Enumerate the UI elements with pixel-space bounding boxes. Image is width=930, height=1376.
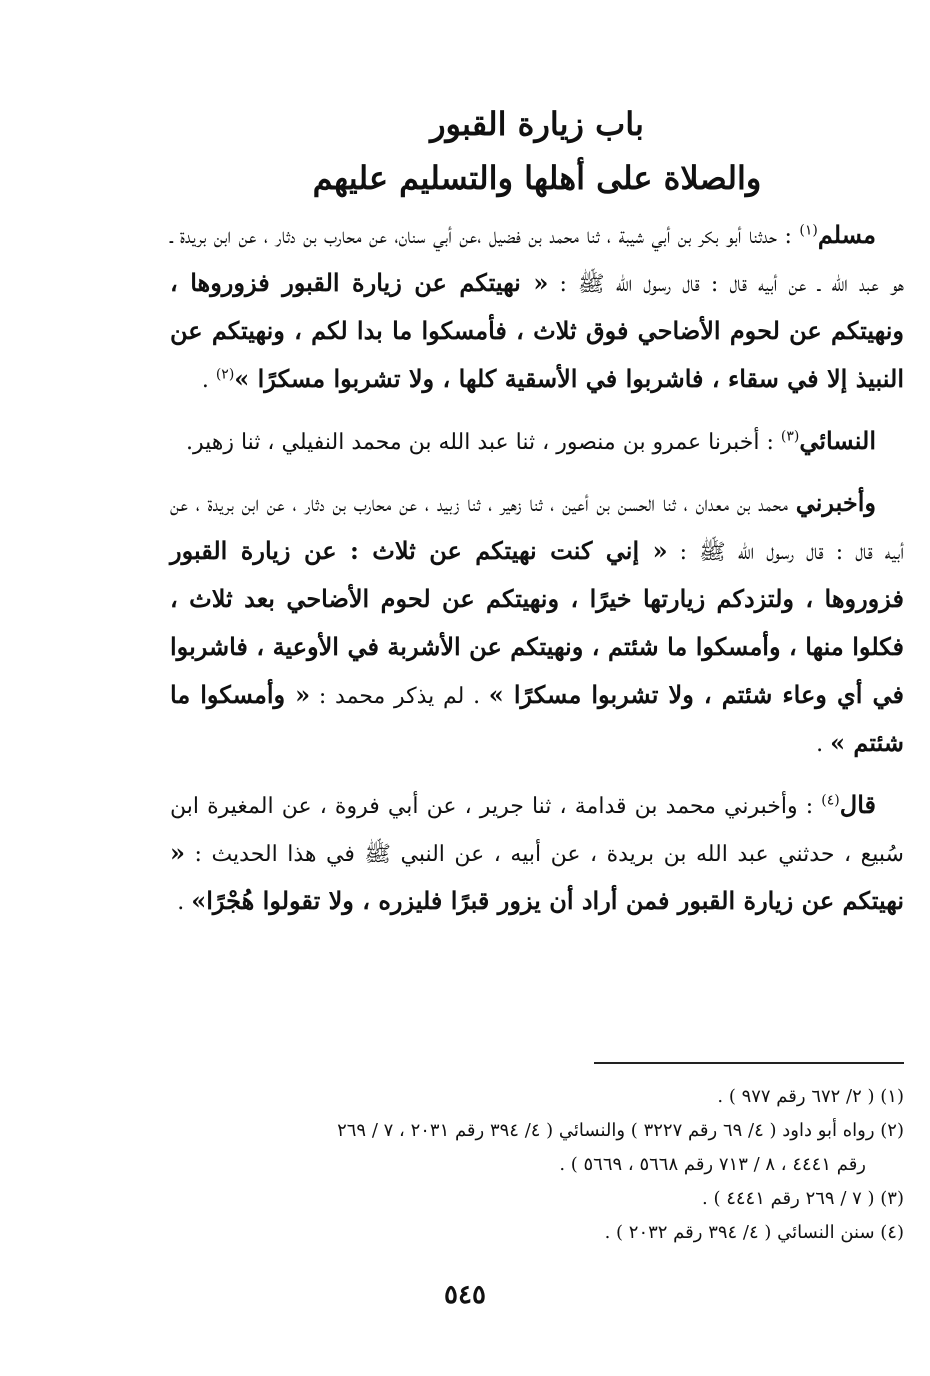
paragraph-tail: . (816, 732, 831, 757)
page-number: ٥٤٥ (444, 1280, 486, 1310)
paragraph-qala (170, 782, 904, 926)
source-name: النسائي (799, 426, 876, 455)
isnad-text: : وأخبرني محمد بن قدامة ، ثنا جرير ، عن أبي فروة ، عن المغيرة ابن سُبيع ، حدثني عبد الله بن بريدة ، عن أبيه ، عن النبي ﷺ في هذا الحديث : (170, 794, 904, 867)
footnote-mark: (٣) (780, 428, 800, 445)
footnote-2: (٢) رواه أبو داود ( ٤/ ٦٩ رقم ٣٢٢٧ ) والنسائي ( ٤/ ٣٩٤ رقم ٢٠٣١ ، ٧ / ٢٦٩ (337, 1120, 904, 1141)
footnote-4: (٤) سنن النسائي ( ٤/ ٣٩٤ رقم ٢٠٣٢ ) . (604, 1222, 904, 1243)
paragraph-nasai (170, 418, 904, 466)
isnad-text: : أخبرنا عمرو بن منصور ، ثنا عبد الله بن محمد النفيلي ، ثنا زهير. (185, 430, 774, 455)
paragraph-muslim (170, 212, 904, 404)
footnote-2-continued: رقم ٤٤٤١ ، ٨ / ٧١٣ رقم ٥٦٦٨ ، ٥٦٦٩ ) . (559, 1154, 866, 1175)
isnad-text: محمد بن معدان ، ثنا الحسن بن أعين ، ثنا زهير ، ثنا زبيد ، عن محارب بن دثار ، عن ابن بريدة ، عن أبيه قال : قال رسول الله ﷺ : (170, 492, 905, 565)
footnote-separator (594, 1062, 904, 1064)
isnad-text: : حدثنا أبو بكر بن أبي شيبة ، ثنا محمد بن فضيل ،عن أبي سنان، عن محارب بن دثار ، عن ابن بريدة ـ هو عبد الله ـ عن أبيه قال : قال رسول الله ﷺ : (170, 224, 904, 297)
source-name: مسلم (817, 220, 877, 249)
source-name: قال (839, 790, 876, 819)
footnote-3: (٣) ( ٧ / ٢٦٩ رقم ٤٤٤١ ) . (702, 1188, 904, 1209)
footnote-mark: (٤) (821, 792, 840, 809)
hadith-text: « نهيتكم عن زيارة القبور فزوروها ، ونهيتكم عن لحوم الأضاحي فوق ثلاث ، فأمسكوا ما بدا لكم ، ونهيتكم عن النبيذ إلا في سقاء ، فاشربوا في الأسقية كلها ، ولا تشربوا مسكرًا » (170, 268, 904, 393)
footnote-mark: (١) (799, 222, 818, 239)
chapter-title: باب زيارة القبور (430, 105, 644, 143)
source-name: وأخبرني (795, 488, 876, 517)
paragraph-akhbarani (170, 480, 904, 768)
hadith-text-secondary: « وأمسكوا ما شئتم » (170, 680, 904, 757)
paragraph-tail: . (177, 890, 192, 915)
footnotes (170, 1080, 904, 1250)
footnote-mark: (٢) (215, 366, 235, 383)
footnote-1: (١) ( ٢/ ٦٧٢ رقم ٩٧٧ ) . (717, 1086, 904, 1107)
chapter-subtitle: والصلاة على أهلها والتسليم عليهم (312, 159, 762, 197)
hadith-text: « نهيتكم عن زيارة القبور فمن أراد أن يزور قبرًا فليزره ، ولا تقولوا هُجْرًا» (170, 838, 904, 915)
paragraph-tail: . لم يذكر محمد : (310, 684, 489, 709)
hadith-text: « إني كنت نهيتكم عن ثلاث : عن زيارة القبور فزوروها ، ولتزدكم زيارتها خيرًا ، ونهيتكم عن لحوم الأضاحي بعد ثلاث ، فكلوا منها ، وأمسكوا ما شئتم ، ونهيتكم عن الأشربة في الأوعية ، فاشربوا في أي وعاء شئتم ، ولا تشربوا مسكرًا » (170, 536, 904, 709)
paragraph-tail: . (201, 368, 216, 393)
